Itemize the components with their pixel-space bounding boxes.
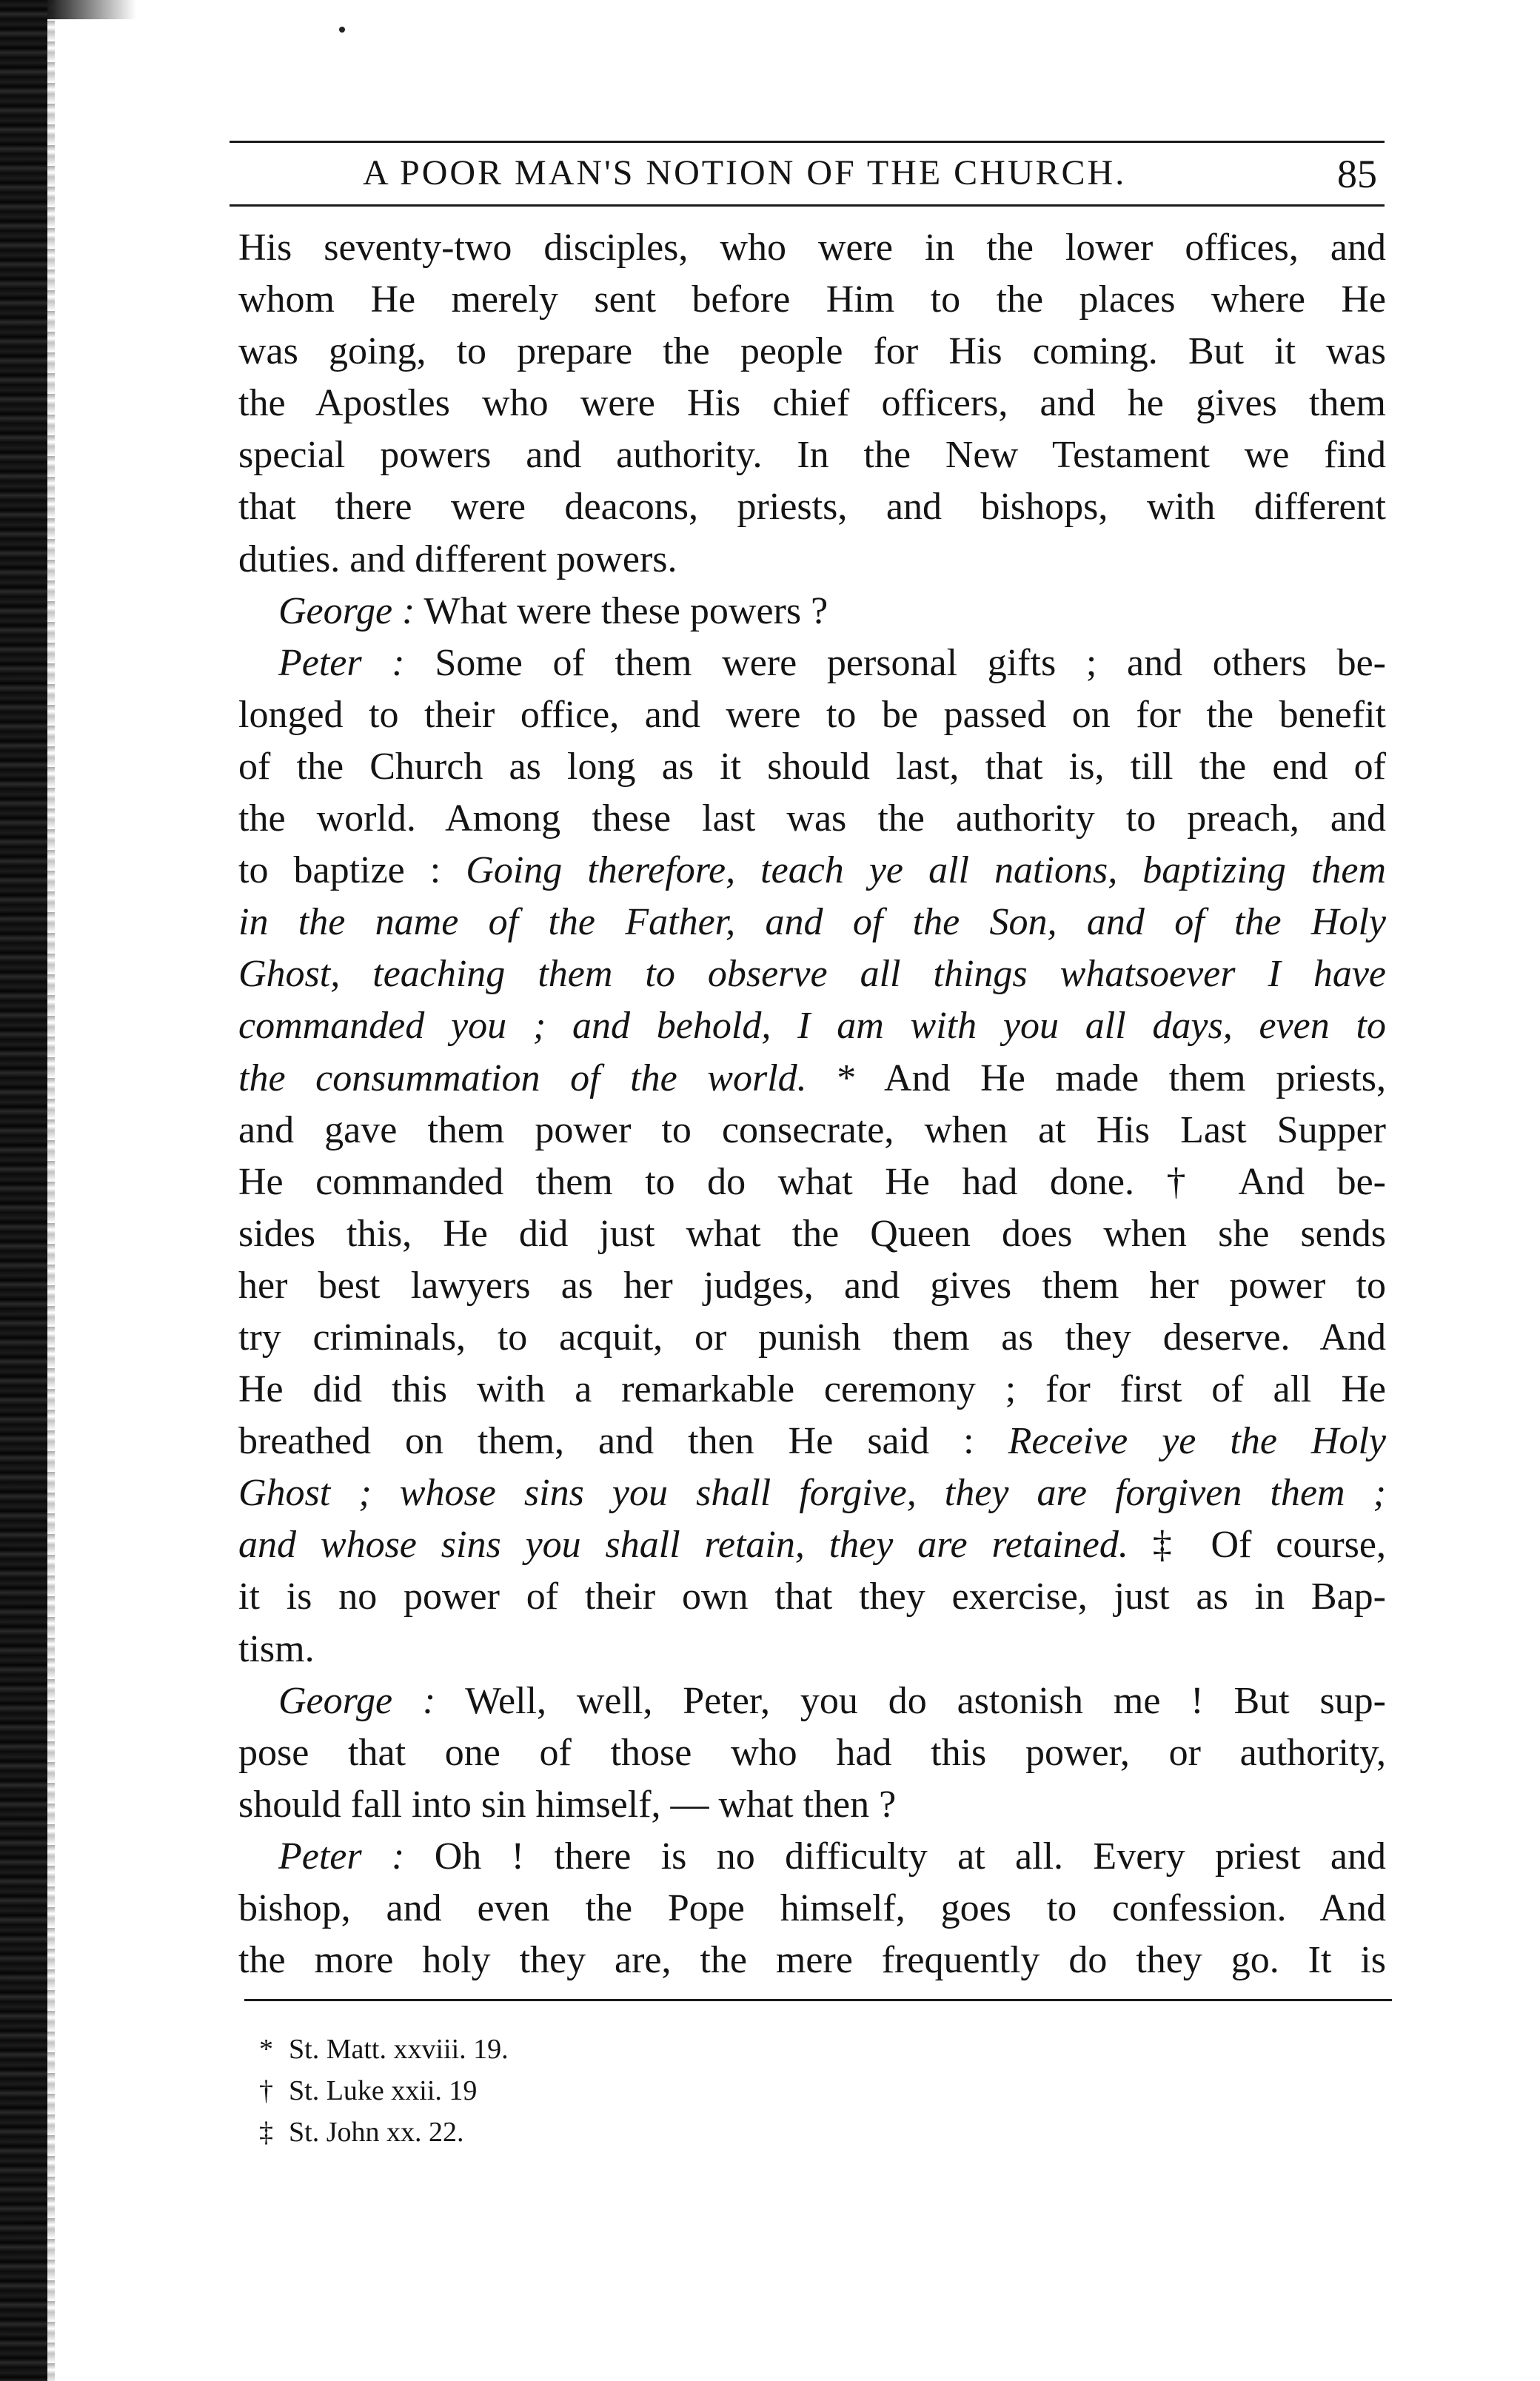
line-text: and gave them power to consecrate, when at His Last Supper [238, 1108, 1386, 1151]
line-text: of the Church as long as it should last, that is, till the end of [238, 745, 1386, 788]
text-line [238, 1779, 1386, 1831]
line-text: the more holy they are, the mere frequently do they go. It is [238, 1939, 1386, 1982]
line-text: bishop, and even the Pope himself, goes to confession. And [238, 1887, 1386, 1929]
line-text: special powers and authority. In the New Testament we find [238, 434, 1386, 477]
footnote [259, 2112, 925, 2153]
text-line [238, 1883, 1386, 1935]
footnote-mark: ‡ [259, 2117, 273, 2148]
line-text: should fall into sin himself, — what then ? [238, 1783, 897, 1826]
line-text: duties. and different powers. [238, 538, 677, 580]
italic-quotation: Receive ye the Holy [1008, 1420, 1386, 1463]
running-title: A POOR MAN'S NOTION OF THE CHURCH. [363, 153, 1127, 192]
text-line [238, 481, 1386, 533]
text-line [238, 948, 1386, 1000]
italic-quotation: commanded you ; and behold, I am with you all days, even to [238, 1005, 1386, 1048]
line-text: * And He made them priests, [806, 1056, 1386, 1099]
line-text: He did this with a remarkable ceremony ; for first of all He [238, 1368, 1386, 1411]
speaker-name: Peter : [278, 641, 405, 684]
text-line [238, 534, 1386, 586]
text-line [238, 222, 1386, 274]
text-line [238, 1416, 1386, 1467]
line-text: try criminals, to acquit, or punish them as they deserve. And [238, 1316, 1386, 1359]
text-line [238, 897, 1386, 948]
footnote-text: St. Matt. xxviii. 19. [289, 2034, 509, 2065]
text-line [238, 1727, 1386, 1779]
speaker-name: Peter : [278, 1835, 405, 1878]
line-text: the Apostles who were His chief officers, and he gives them [238, 382, 1386, 425]
italic-quotation: Ghost ; whose sins you shall forgive, they are forgiven them ; [238, 1472, 1386, 1515]
text-line [238, 1519, 1386, 1571]
footnote [259, 2029, 925, 2070]
binding-edge [0, 0, 47, 2381]
text-line [238, 429, 1386, 481]
line-text: whom He merely sent before Him to the places where He [238, 278, 1386, 321]
page-number: 85 [1337, 152, 1377, 196]
text-line [238, 1312, 1386, 1364]
footnote-text: St. Luke xxii. 19 [289, 2075, 478, 2106]
text-line [238, 1935, 1386, 1986]
line-text: sides this, He did just what the Queen does when she sends [238, 1212, 1386, 1255]
text-line [238, 845, 1386, 897]
line-text: it is no power of their own that they exercise, just as in Bap- [238, 1575, 1386, 1618]
text-line [238, 586, 1386, 637]
line-text: What were these powers ? [415, 589, 828, 632]
text-line [238, 689, 1386, 741]
line-text: to baptize : [238, 849, 466, 892]
line-text: He commanded them to do what He had done. † And be- [238, 1160, 1386, 1203]
text-line [238, 1156, 1386, 1208]
line-text: her best lawyers as her judges, and gives them her power to [238, 1264, 1386, 1307]
scan-smudge [47, 0, 136, 19]
line-text: Well, well, Peter, you do astonish me ! But sup- [435, 1679, 1386, 1722]
speaker-name: George : [278, 1679, 436, 1722]
line-text: tism. [238, 1627, 315, 1670]
line-text: pose that one of those who had this power, or authority, [238, 1731, 1386, 1774]
footnote-rule [244, 1999, 1392, 2001]
line-text: longed to their office, and were to be passed on for the benefit [238, 693, 1386, 736]
footnote-text: St. John xx. 22. [289, 2117, 464, 2148]
text-line [238, 1053, 1386, 1105]
text-line [238, 1000, 1386, 1052]
footnote [259, 2070, 925, 2112]
line-text: Oh ! there is no difficulty at all. Every priest and [404, 1835, 1386, 1878]
text-line [238, 1260, 1386, 1312]
footnote-mark: † [259, 2075, 273, 2106]
italic-quotation: and whose sins you shall retain, they are retained. [238, 1524, 1128, 1567]
line-text: Some of them were personal gifts ; and others be- [404, 641, 1386, 684]
header-rule-top [230, 141, 1385, 143]
text-line [238, 1675, 1386, 1727]
text-line [238, 274, 1386, 326]
italic-quotation: the consummation of the world. [238, 1056, 807, 1099]
text-line [238, 1208, 1386, 1260]
italic-quotation: Ghost, teaching them to observe all things whatsoever I have [238, 953, 1386, 996]
line-text: the world. Among these last was the authority to preach, and [238, 797, 1386, 840]
speaker-name: George : [278, 589, 415, 632]
scan-speck [339, 27, 345, 33]
body-text [238, 222, 1386, 1986]
text-line [238, 1624, 1386, 1675]
text-line [238, 326, 1386, 378]
text-line [238, 1364, 1386, 1416]
text-line [238, 1105, 1386, 1156]
footnotes [259, 2029, 925, 2153]
line-text: His seventy-two disciples, who were in the lower offices, and [238, 227, 1386, 269]
line-text: that there were deacons, priests, and bishops, with different [238, 486, 1386, 529]
text-line [238, 637, 1386, 689]
line-text: was going, to prepare the people for His coming. But it was [238, 330, 1386, 373]
line-text: ‡ Of course, [1128, 1524, 1386, 1567]
running-head [230, 153, 1385, 197]
line-text: breathed on them, and then He said : [238, 1420, 1008, 1463]
text-line [238, 378, 1386, 429]
text-line [238, 793, 1386, 845]
italic-quotation: in the name of the Father, and of the Son, and of the Holy [238, 901, 1386, 944]
text-line [238, 741, 1386, 793]
italic-quotation: Going therefore, teach ye all nations, baptizing them [466, 849, 1386, 892]
footnote-mark: * [259, 2034, 273, 2065]
text-line [238, 1467, 1386, 1519]
text-line [238, 1571, 1386, 1623]
text-line [238, 1831, 1386, 1883]
header-rule-bottom [230, 204, 1385, 207]
